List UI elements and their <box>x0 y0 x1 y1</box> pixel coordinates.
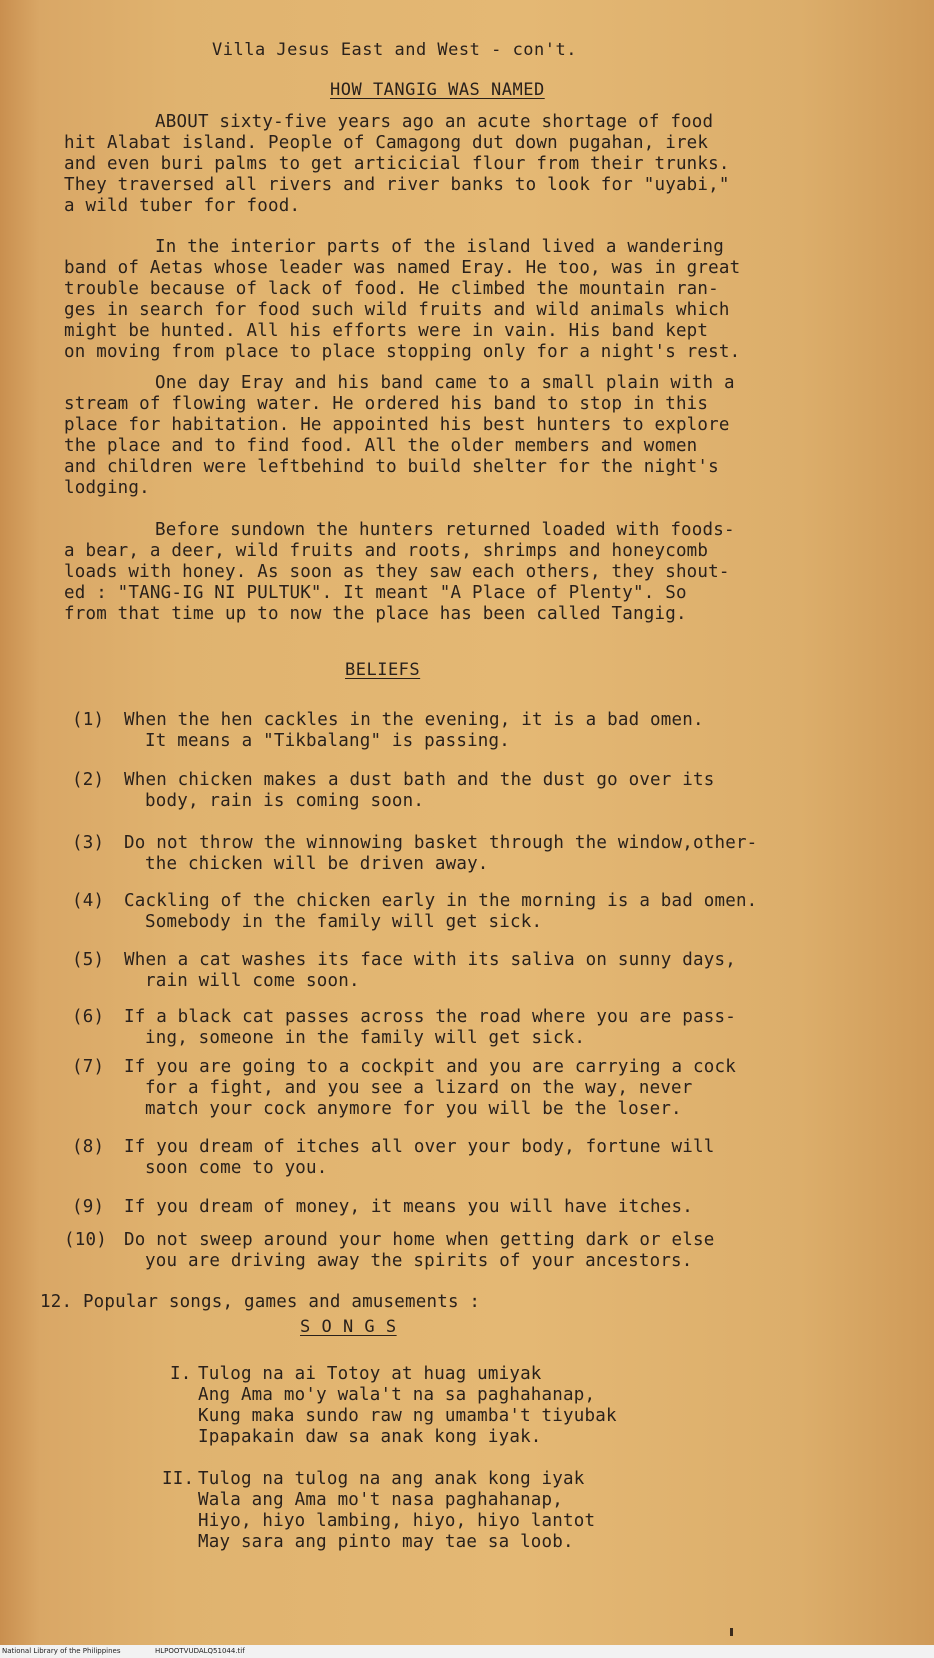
song-line: Ipapakain daw sa anak kong iyak. <box>198 1427 542 1447</box>
belief-line: Somebody in the family will get sick. <box>145 912 543 932</box>
song-line: Kung maka sundo raw ng umamba't tiyubak <box>198 1406 617 1426</box>
belief-line: If you dream of money, it means you will have itches. <box>124 1197 694 1217</box>
section-heading: 12. Popular songs, games and amusements : <box>40 1292 481 1312</box>
belief-number: (8) <box>72 1137 105 1157</box>
belief-line: body, rain is coming soon. <box>145 791 425 811</box>
paragraph-line: might be hunted. All his efforts were in vain. His band kept <box>64 321 709 341</box>
belief-line: It means a "Tikbalang" is passing. <box>145 731 511 751</box>
song-number: I. <box>170 1364 192 1384</box>
paragraph-line: loads with honey. As soon as they saw each others, they shout- <box>64 562 730 582</box>
paragraph-line: a wild tuber for food. <box>64 196 301 216</box>
song-line: Wala ang Ama mo't nasa paghahanap, <box>198 1490 564 1510</box>
paragraph-line: One day Eray and his band came to a small plain with a <box>155 373 735 393</box>
paragraph-line: trouble because of lack of food. He climbed the mountain ran- <box>64 279 719 299</box>
belief-line: If a black cat passes across the road where you are pass- <box>124 1007 736 1027</box>
belief-line: When a cat washes its face with its saliva on sunny days, <box>124 950 736 970</box>
paragraph-line: stream of flowing water. He ordered his band to stop in this <box>64 394 709 414</box>
paragraph-line: on moving from place to place stopping only for a night's rest. <box>64 342 741 362</box>
songs-title: S O N G S <box>300 1317 397 1337</box>
paragraph-line: In the interior parts of the island lived a wandering <box>155 237 725 257</box>
paragraph-line: ed : "TANG-IG NI PULTUK". It meant "A Place of Plenty". So <box>64 583 687 603</box>
belief-number: (5) <box>72 950 105 970</box>
ink-mark <box>730 1628 733 1636</box>
belief-number: (10) <box>64 1230 107 1250</box>
paragraph-line: place for habitation. He appointed his best hunters to explore <box>64 415 730 435</box>
scan-footer <box>0 1645 934 1658</box>
paragraph-line: Before sundown the hunters returned loaded with foods- <box>155 520 735 540</box>
belief-number: (3) <box>72 833 105 853</box>
belief-line: rain will come soon. <box>145 971 360 991</box>
belief-line: for a fight, and you see a lizard on the way, never <box>145 1078 693 1098</box>
paragraph-line: band of Aetas whose leader was named Eray. He too, was in great <box>64 258 741 278</box>
song-line: Ang Ama mo'y wala't na sa paghahanap, <box>198 1385 596 1405</box>
song-line: May sara ang pinto may tae sa loob. <box>198 1532 574 1552</box>
belief-line: If you dream of itches all over your body, fortune will <box>124 1137 715 1157</box>
paragraph-line: ABOUT sixty-five years ago an acute shortage of food <box>155 112 714 132</box>
belief-line: Do not sweep around your home when getting dark or else <box>124 1230 715 1250</box>
belief-line: ing, someone in the family will get sick. <box>145 1028 586 1048</box>
footer-filename: HLPOOTVUDALQ51044.tif <box>155 1647 245 1655</box>
paragraph-line: ges in search for food such wild fruits and wild animals which <box>64 300 730 320</box>
story-title: HOW TANGIG WAS NAMED <box>330 80 545 100</box>
belief-number: (6) <box>72 1007 105 1027</box>
paragraph-line: and children were leftbehind to build shelter for the night's <box>64 457 719 477</box>
song-line: Tulog na ai Totoy at huag umiyak <box>198 1364 542 1384</box>
paragraph-line: They traversed all rivers and river banks to look for "uyabi," <box>64 175 730 195</box>
belief-number: (9) <box>72 1197 105 1217</box>
belief-line: you are driving away the spirits of your ancestors. <box>145 1251 693 1271</box>
paragraph-line: a bear, a deer, wild fruits and roots, shrimps and honeycomb <box>64 541 709 561</box>
belief-number: (4) <box>72 891 105 911</box>
belief-line: Do not throw the winnowing basket through the window,other- <box>124 833 758 853</box>
paragraph-line: hit Alabat island. People of Camagong dut down pugahan, irek <box>64 133 709 153</box>
paragraph-line: lodging. <box>64 478 150 498</box>
beliefs-title: BELIEFS <box>345 660 421 680</box>
page-header: Villa Jesus East and West - con't. <box>212 40 577 60</box>
paragraph-line: from that time up to now the place has been called Tangig. <box>64 604 687 624</box>
paragraph-line: and even buri palms to get articicial flour from their trunks. <box>64 154 730 174</box>
belief-line: match your cock anymore for you will be the loser. <box>145 1099 682 1119</box>
song-line: Tulog na tulog na ang anak kong iyak <box>198 1469 585 1489</box>
belief-line: When the hen cackles in the evening, it is a bad omen. <box>124 710 704 730</box>
belief-number: (1) <box>72 710 105 730</box>
song-number: II. <box>162 1469 195 1489</box>
belief-line: the chicken will be driven away. <box>145 854 489 874</box>
song-line: Hiyo, hiyo lambing, hiyo, hiyo lantot <box>198 1511 596 1531</box>
belief-line: Cackling of the chicken early in the morning is a bad omen. <box>124 891 758 911</box>
belief-line: When chicken makes a dust bath and the dust go over its <box>124 770 715 790</box>
footer-library: National Library of the Philippines <box>2 1647 121 1655</box>
belief-line: soon come to you. <box>145 1158 328 1178</box>
belief-number: (2) <box>72 770 105 790</box>
paragraph-line: the place and to find food. All the older members and women <box>64 436 698 456</box>
belief-line: If you are going to a cockpit and you are carrying a cock <box>124 1057 736 1077</box>
belief-number: (7) <box>72 1057 105 1077</box>
